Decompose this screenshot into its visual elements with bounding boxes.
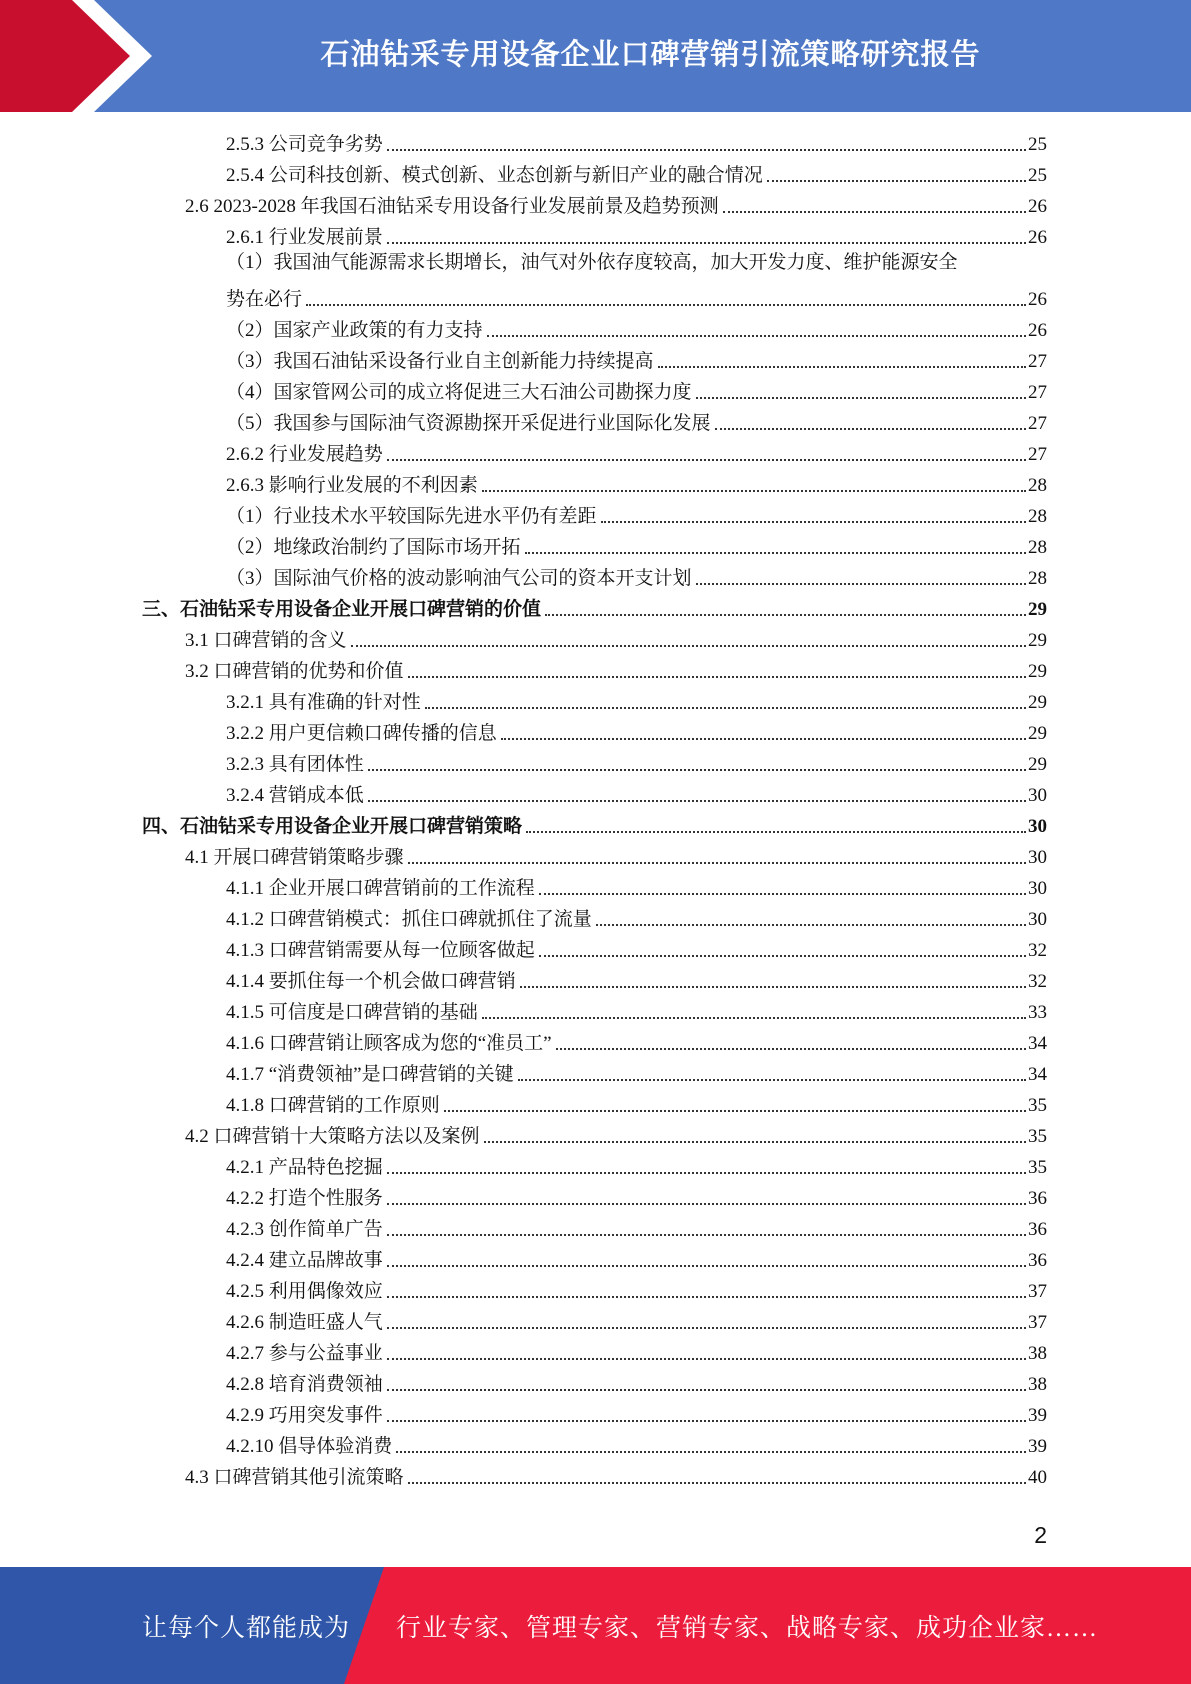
toc-entry[interactable]	[226, 499, 1047, 529]
toc-entry-page: 29	[1028, 692, 1047, 713]
toc-entry-page: 29	[1028, 723, 1047, 744]
toc-entry-page: 29	[1028, 754, 1047, 775]
toc-entry-page: 29	[1028, 599, 1047, 620]
toc-entry-label: 3.1 口碑营销的含义	[185, 630, 347, 651]
toc-entry-page: 39	[1028, 1436, 1047, 1457]
toc-entry[interactable]	[185, 1460, 1047, 1490]
toc-leader-dots	[526, 830, 1026, 833]
toc-entry-page: 35	[1028, 1095, 1047, 1116]
toc-entry-label: 4.1.3 口碑营销需要从每一位顾客做起	[226, 940, 535, 961]
toc-entry-page: 29	[1028, 661, 1047, 682]
toc-entry-page: 30	[1028, 909, 1047, 930]
toc-leader-dots	[596, 923, 1026, 926]
toc-leader-dots	[387, 1295, 1026, 1298]
toc-entry-label: 4.2.8 培育消费领袖	[226, 1374, 383, 1395]
toc-entry-label: 4.2.5 利用偶像效应	[226, 1281, 383, 1302]
toc-entry-page: 37	[1028, 1281, 1047, 1302]
toc-entry-label: 4.2.6 制造旺盛人气	[226, 1312, 383, 1333]
toc-entry[interactable]	[226, 778, 1047, 808]
toc-leader-dots	[518, 1078, 1026, 1081]
toc-leader-dots	[487, 334, 1026, 337]
toc-leader-dots	[767, 179, 1026, 182]
toc-leader-dots	[387, 1202, 1026, 1205]
toc-entry[interactable]	[226, 1150, 1047, 1180]
toc-entry[interactable]	[226, 747, 1047, 777]
toc-entry-page: 32	[1028, 940, 1047, 961]
toc-entry[interactable]	[226, 1243, 1047, 1273]
toc-entry[interactable]	[226, 1274, 1047, 1304]
toc-entry-page: 38	[1028, 1374, 1047, 1395]
toc-entry[interactable]	[185, 1119, 1047, 1149]
toc-entry[interactable]	[226, 313, 1047, 343]
toc-leader-dots	[368, 768, 1026, 771]
toc-leader-dots	[408, 1481, 1026, 1484]
toc-entry-label: （2）国家产业政策的有力支持	[226, 320, 483, 341]
toc-entry[interactable]	[226, 406, 1047, 436]
toc-entry-label: 4.1.5 可信度是口碑营销的基础	[226, 1002, 478, 1023]
toc-leader-dots	[425, 706, 1026, 709]
toc-entry-label: 4.2.7 参与公益事业	[226, 1343, 383, 1364]
toc-entry-page: 33	[1028, 1002, 1047, 1023]
toc-entry[interactable]	[226, 902, 1047, 932]
toc-entry[interactable]	[185, 189, 1047, 219]
toc-entry-page: 30	[1028, 785, 1047, 806]
toc-entry-label: 4.2.4 建立品牌故事	[226, 1250, 383, 1271]
toc-leader-dots	[658, 365, 1026, 368]
toc-entry[interactable]	[226, 1057, 1047, 1087]
toc-entry-label: 4.2.10 倡导体验消费	[226, 1436, 393, 1457]
toc-leader-dots	[387, 1326, 1026, 1329]
toc-entry-page: 26	[1028, 320, 1047, 341]
toc-entry-label: 4.1.2 口碑营销模式：抓住口碑就抓住了流量	[226, 909, 592, 930]
toc-entry-label: 4.2.1 产品特色挖掘	[226, 1157, 383, 1178]
toc-entry-page: 30	[1028, 816, 1047, 837]
toc-chapter-entry[interactable]	[142, 592, 1047, 622]
report-title: 石油钻采专用设备企业口碑营销引流策略研究报告	[320, 36, 981, 71]
toc-chapter-entry[interactable]	[142, 809, 1047, 839]
toc-entry[interactable]	[226, 158, 1047, 188]
toc-leader-dots	[387, 241, 1026, 244]
toc-entry-label: （5）我国参与国际油气资源勘探开采促进行业国际化发展	[226, 413, 711, 434]
toc-entry-page: 25	[1028, 165, 1047, 186]
toc-entry-label: （3）我国石油钻采设备行业自主创新能力持续提高	[226, 351, 654, 372]
toc-entry-label: （3）国际油气价格的波动影响油气公司的资本开支计划	[226, 568, 692, 589]
toc-entry[interactable]	[226, 468, 1047, 498]
toc-entry-page: 38	[1028, 1343, 1047, 1364]
toc-entry-page: 34	[1028, 1064, 1047, 1085]
toc-entry[interactable]	[226, 995, 1047, 1025]
toc-leader-dots	[556, 1047, 1026, 1050]
toc-entry[interactable]	[226, 375, 1047, 405]
footer-slogan-left: 让每个人都能成为	[142, 1614, 351, 1642]
toc-entry[interactable]	[226, 282, 1047, 312]
toc-leader-dots	[545, 613, 1026, 616]
toc-leader-dots	[484, 1140, 1026, 1143]
toc-entry[interactable]	[226, 437, 1047, 467]
toc-entry-label: 4.1.7 “消费领袖”是口碑营销的关键	[226, 1064, 514, 1085]
toc-leader-dots	[520, 985, 1026, 988]
toc-entry-page: 28	[1028, 475, 1047, 496]
toc-entry[interactable]	[226, 561, 1047, 591]
toc-leader-dots	[387, 148, 1026, 151]
toc-entry-label: 四、石油钻采专用设备企业开展口碑营销策略	[142, 816, 523, 837]
toc-leader-dots	[501, 737, 1026, 740]
toc-entry-label: 4.2.3 创作简单广告	[226, 1219, 383, 1240]
toc-leader-dots	[387, 1388, 1026, 1391]
toc-leader-dots	[696, 396, 1026, 399]
toc-entry-page: 37	[1028, 1312, 1047, 1333]
toc-entry-page: 39	[1028, 1405, 1047, 1426]
toc-entry-label: 三、石油钻采专用设备企业开展口碑营销的价值	[142, 599, 542, 620]
toc-leader-dots	[387, 1264, 1026, 1267]
toc-entry[interactable]	[226, 1367, 1047, 1397]
toc-entry-page: 36	[1028, 1188, 1047, 1209]
toc-leader-dots	[601, 520, 1026, 523]
toc-entry[interactable]	[226, 1212, 1047, 1242]
toc-entry-label: 2.6 2023-2028 年我国石油钻采专用设备行业发展前景及趋势预测	[185, 196, 719, 217]
toc-entry[interactable]	[226, 344, 1047, 374]
toc-leader-dots	[539, 892, 1026, 895]
toc-entry-label: （4）国家管网公司的成立将促进三大石油公司勘探力度	[226, 382, 692, 403]
toc-entry-label: 4.3 口碑营销其他引流策略	[185, 1467, 404, 1488]
toc-entry-page: 35	[1028, 1157, 1047, 1178]
toc-leader-dots	[387, 1419, 1026, 1422]
toc-leader-dots	[444, 1109, 1026, 1112]
toc-entry-label: 3.2.1 具有准确的针对性	[226, 692, 421, 713]
toc-leader-dots	[525, 551, 1026, 554]
toc-entry[interactable]	[226, 1429, 1047, 1459]
toc-leader-dots	[387, 1233, 1026, 1236]
toc-entry-page: 26	[1028, 227, 1047, 248]
toc-entry-label: 4.1.4 要抓住每一个机会做口碑营销	[226, 971, 516, 992]
toc-entry-page: 25	[1028, 134, 1047, 155]
toc-entry-page: 27	[1028, 351, 1047, 372]
toc-entry-label: 2.6.1 行业发展前景	[226, 227, 383, 248]
toc-entry-label: 3.2.4 营销成本低	[226, 785, 364, 806]
toc-leader-dots	[539, 954, 1026, 957]
toc-entry-page: 28	[1028, 537, 1047, 558]
toc-leader-dots	[387, 1171, 1026, 1174]
toc-entry-label: 4.1 开展口碑营销策略步骤	[185, 847, 404, 868]
toc-entry-page: 27	[1028, 413, 1047, 434]
toc-entry[interactable]	[226, 127, 1047, 157]
toc-entry-label: 2.6.2 行业发展趋势	[226, 444, 383, 465]
page-header	[0, 0, 1191, 112]
toc-entry-label: 2.5.3 公司竞争劣势	[226, 134, 383, 155]
toc-entry[interactable]	[226, 1336, 1047, 1366]
toc-entry-label: （2）地缘政治制约了国际市场开拓	[226, 537, 521, 558]
toc-entry-page: 28	[1028, 568, 1047, 589]
toc-entry-label: 3.2.3 具有团体性	[226, 754, 364, 775]
toc-entry[interactable]	[226, 964, 1047, 994]
toc-entry-page: 40	[1028, 1467, 1047, 1488]
page-footer	[0, 1567, 1191, 1684]
toc-entry[interactable]	[226, 1398, 1047, 1428]
toc-entry[interactable]	[185, 840, 1047, 870]
toc-leader-dots	[396, 1450, 1026, 1453]
toc-entry-page: 36	[1028, 1219, 1047, 1240]
toc-entry-page: 26	[1028, 196, 1047, 217]
toc-leader-dots	[723, 210, 1026, 213]
toc-entry-label: 4.1.6 口碑营销让顾客成为您的“准员工”	[226, 1033, 552, 1054]
toc-leader-dots	[387, 458, 1026, 461]
page-number: 2	[1034, 1522, 1047, 1548]
toc-entry[interactable]	[226, 1305, 1047, 1335]
footer-slogan-right: 行业专家、管理专家、营销专家、战略专家、成功企业家……	[396, 1614, 1099, 1642]
toc-entry-page: 30	[1028, 847, 1047, 868]
toc-leader-dots	[408, 861, 1026, 864]
toc-entry[interactable]	[226, 220, 1047, 250]
toc-entry[interactable]	[185, 654, 1047, 684]
toc-entry-label: 4.2.2 打造个性服务	[226, 1188, 383, 1209]
toc-entry-page: 32	[1028, 971, 1047, 992]
toc-entry-page: 27	[1028, 382, 1047, 403]
toc-entry[interactable]	[226, 1181, 1047, 1211]
toc-leader-dots	[306, 303, 1026, 306]
toc-leader-dots	[368, 799, 1026, 802]
toc-entry-page: 27	[1028, 444, 1047, 465]
toc-entry-page: 28	[1028, 506, 1047, 527]
toc-entry-label: 3.2.2 用户更信赖口碑传播的信息	[226, 723, 497, 744]
toc-entry[interactable]	[185, 623, 1047, 653]
toc-leader-dots	[351, 644, 1026, 647]
toc-entry[interactable]	[226, 1088, 1047, 1118]
toc-leader-dots	[696, 582, 1026, 585]
toc-entry-label: 4.2 口碑营销十大策略方法以及案例	[185, 1126, 480, 1147]
toc-entry[interactable]	[226, 1026, 1047, 1056]
toc-entry-label: 4.1.1 企业开展口碑营销前的工作流程	[226, 878, 535, 899]
toc-entry-label-line1[interactable]: （1）我国油气能源需求长期增长，油气对外依存度较高，加大开发力度、维护能源安全	[226, 252, 958, 273]
toc-leader-dots	[387, 1357, 1026, 1360]
toc-entry-label-continuation: 势在必行	[226, 289, 303, 310]
toc-entry[interactable]	[226, 871, 1047, 901]
toc-entry-page: 36	[1028, 1250, 1047, 1271]
toc-leader-dots	[482, 1016, 1026, 1019]
toc-entry-page: 35	[1028, 1126, 1047, 1147]
toc-entry-label: 2.5.4 公司科技创新、模式创新、业态创新与新旧产业的融合情况	[226, 165, 763, 186]
toc-entry-page: 34	[1028, 1033, 1047, 1054]
toc-entry[interactable]	[226, 685, 1047, 715]
toc-entry-label: （1）行业技术水平较国际先进水平仍有差距	[226, 506, 597, 527]
toc-leader-dots	[482, 489, 1026, 492]
toc-entry-label: 4.1.8 口碑营销的工作原则	[226, 1095, 440, 1116]
toc-entry[interactable]	[226, 933, 1047, 963]
toc-entry-page: 30	[1028, 878, 1047, 899]
toc-entry-label: 4.2.9 巧用突发事件	[226, 1405, 383, 1426]
toc-entry-page: 26	[1028, 289, 1047, 310]
toc-entry[interactable]	[226, 716, 1047, 746]
toc-entry-page: 29	[1028, 630, 1047, 651]
toc-leader-dots	[408, 675, 1026, 678]
toc-entry-label: 3.2 口碑营销的优势和价值	[185, 661, 404, 682]
toc-entry[interactable]	[226, 530, 1047, 560]
toc-leader-dots	[715, 427, 1026, 430]
toc-entry-label: 2.6.3 影响行业发展的不利因素	[226, 475, 478, 496]
